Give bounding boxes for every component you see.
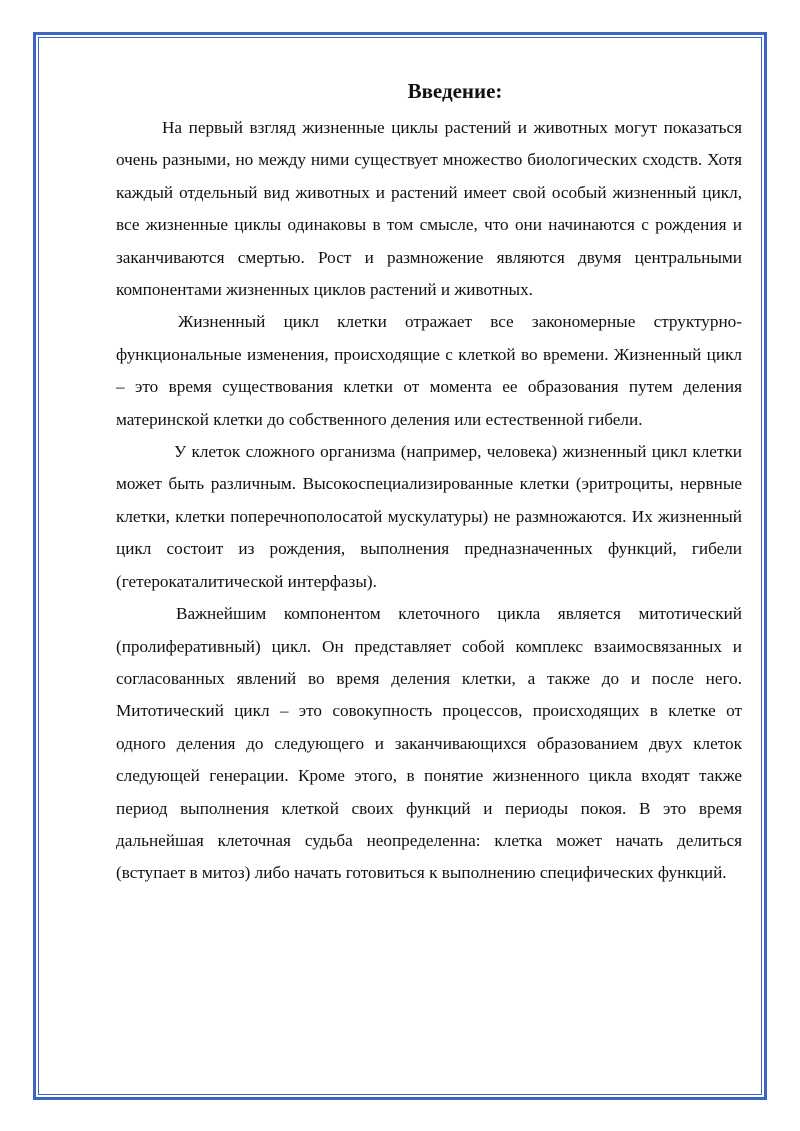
paragraph-3: У клеток сложного организма (например, человека) жизненный цикл клетки может быть различным. Высокоспециализированные клетки (эритроциты, нервные клетки, клетки поперечнополосатой мускулатуры) не размножаются. Их жизненный цикл состоит из рождения, выполнения предназначенных функций, гибели (гетерокаталитической интерфазы).	[116, 442, 742, 591]
document-body	[116, 74, 742, 890]
paragraph-2: Жизненный цикл клетки отражает все закономерные структурно-функциональные изменения, происходящие с клеткой во времени. Жизненный цикл – это время существования клетки от момента ее образования путем деления материнской клетки до собственного деления или естественной гибели.	[116, 312, 742, 429]
paragraph-1: На первый взгляд жизненные циклы растений и животных могут показаться очень разными, но между ними существует множество биологических сходств. Хотя каждый отдельный вид животных и растений имеет свой особый жизненный цикл, все жизненные циклы одинаковы в том смысле, что они начинаются с рождения и заканчиваются смертью. Рост и размножение являются двумя центральными компонентами жизненных циклов растений и животных.	[116, 118, 742, 300]
paragraph-4: Важнейшим компонентом клеточного цикла является митотический (пролиферативный) цикл. Он представляет собой комплекс взаимосвязанных и согласованных явлений во время деления клетки, а также до и после него. Митотический цикл – это совокупность процессов, происходящих в клетке от одного деления до следующего и заканчивающихся образованием двух клеток следующей генерации. Кроме этого, в понятие жизненного цикла входят также период выполнения клеткой своих функций и периоды покоя. В это время дальнейшая клеточная судьба неопределенна: клетка может начать делиться (вступает в митоз) либо начать готовиться к выполнению специфических функций.	[116, 604, 742, 883]
document-title: Введение:	[407, 79, 503, 103]
